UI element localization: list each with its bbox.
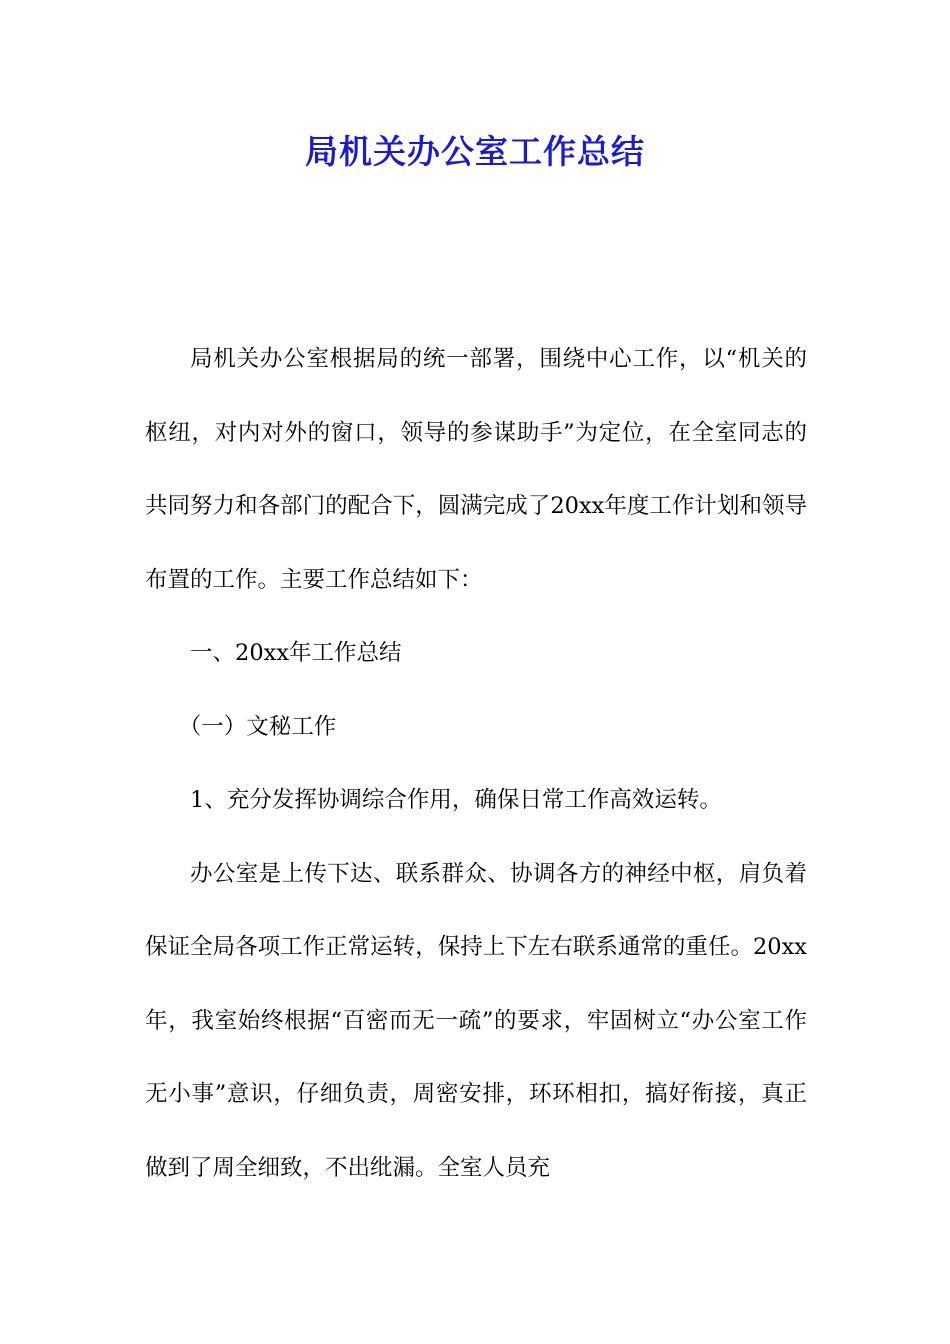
subsection-heading-1: （一）文秘工作 <box>178 713 337 740</box>
item-heading-1: 1、充分发挥协调综合作用，确保日常工作高效运转。 <box>190 787 722 813</box>
paragraph-office-duty: 办公室是上传下达、联系群众、协调各方的神经中枢，肩负着保证全局各项工作正常运转，保持上下左右联系通常的重任。20xx年，我室始终根据“百密而无一疏”的要求，牢固树立“办公室工作无小事”意识，仔细负责，周密安排，环环相扣，搞好衔接，真正做到了周全细致，不出纰漏。全室人员充 <box>145 860 807 1181</box>
section-heading-1: 一、20xx年工作总结 <box>190 640 402 666</box>
paragraph-intro: 局机关办公室根据局的统一部署，围绕中心工作，以“机关的枢纽，对内对外的窗口，领导的参谋助手”为定位，在全室同志的共同努力和各部门的配合下，圆满完成了20xx年度工作计划和领导布置的工作。主要工作总结如下： <box>145 346 807 593</box>
document-body <box>145 323 807 1205</box>
document-title: 局机关办公室工作总结 <box>305 132 645 171</box>
